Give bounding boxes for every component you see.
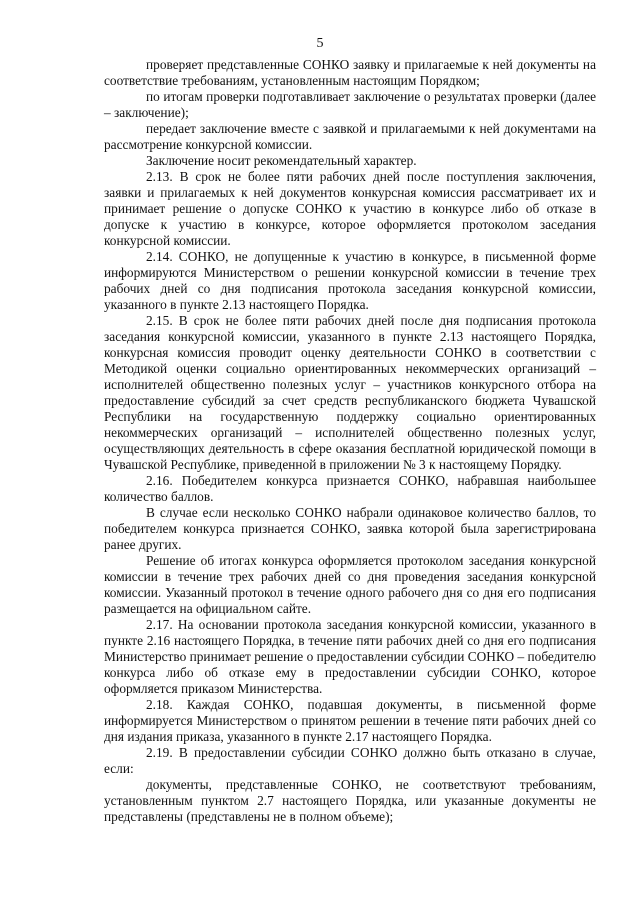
paragraph: 2.17. На основании протокола заседания конкурсной комиссии, указанного в пункте 2.16 настоящего Порядка, в течение пяти рабочих дней со дня его подписания Министерство принимает решение о предоставлении субсидии СОНКО – победителю конкурса либо об отказе ему в предоставлении субсидии СОНКО, которое оформляется приказом Министерства. bbox=[104, 617, 596, 696]
paragraph: Заключение носит рекомендательный характер. bbox=[146, 153, 417, 168]
paragraph: 2.13. В срок не более пяти рабочих дней после поступления заключения, заявки и прилагаемых к ней документов конкурсная комиссия рассматривает их и принимает решение о допуске СОНКО к участию в конкурсе либо об отказе в допуске к участию в конкурсе, которое оформляется протоколом заседания конкурсной комиссии. bbox=[104, 169, 596, 248]
paragraph: документы, представленные СОНКО, не соответствуют требованиям, установленным пунктом 2.7 настоящего Порядка, или указанные документы не представлены (представлены не в полном объеме); bbox=[104, 777, 596, 824]
paragraph: 2.14. СОНКО, не допущенные к участию в конкурсе, в письменной форме информируются Министерством о решении конкурсной комиссии в течение трех рабочих дней со дня подписания протокола заседания конкурсной комиссии, указанного в пункте 2.13 настоящего Порядка. bbox=[104, 249, 596, 312]
paragraph: 2.19. В предоставлении субсидии СОНКО должно быть отказано в случае, если: bbox=[104, 745, 596, 776]
paragraph: проверяет представленные СОНКО заявку и прилагаемые к ней документы на соответствие требованиям, установленным настоящим Порядком; bbox=[104, 57, 596, 88]
paragraph: передает заключение вместе с заявкой и прилагаемыми к ней документами на рассмотрение конкурсной комиссии. bbox=[104, 121, 596, 152]
paragraph: по итогам проверки подготавливает заключение о результатах проверки (далее – заключение); bbox=[104, 89, 596, 120]
document-body bbox=[104, 57, 596, 825]
page-number: 5 bbox=[316, 36, 324, 51]
paragraph: 2.16. Победителем конкурса признается СОНКО, набравшая наибольшее количество баллов. bbox=[104, 473, 596, 504]
paragraph: 2.15. В срок не более пяти рабочих дней после дня подписания протокола заседания конкурсной комиссии, указанного в пункте 2.13 настоящего Порядка, конкурсная комиссия проводит оценку деятельности СОНКО в соответствии с Методикой оценки социально ориентированных некоммерческих организаций – исполнителей общественно полезных услуг – участников конкурсного отбора на предоставление субсидий за счет средств республиканского бюджета Чувашской Республики на государственную поддержку социально ориентированных некоммерческих организаций – исполнителей общественно полезных услуг, осуществляющих деятельность в сфере оказания бесплатной юридической помощи в Чувашской Республике, приведенной в приложении № 3 к настоящему Порядку. bbox=[104, 313, 596, 472]
paragraph: 2.18. Каждая СОНКО, подавшая документы, в письменной форме информируется Министерством о принятом решении в течение пяти рабочих дней со дня издания приказа, указанного в пункте 2.17 настоящего Порядка. bbox=[104, 697, 596, 744]
paragraph: В случае если несколько СОНКО набрали одинаковое количество баллов, то победителем конкурса признается СОНКО, заявка которой была зарегистрирована ранее других. bbox=[104, 505, 596, 552]
paragraph: Решение об итогах конкурса оформляется протоколом заседания конкурсной комиссии в течение трех рабочих дней со дня проведения заседания конкурсной комиссии. Указанный протокол в течение одного рабочего дня со дня его подписания размещается на официальном сайте. bbox=[104, 553, 596, 616]
